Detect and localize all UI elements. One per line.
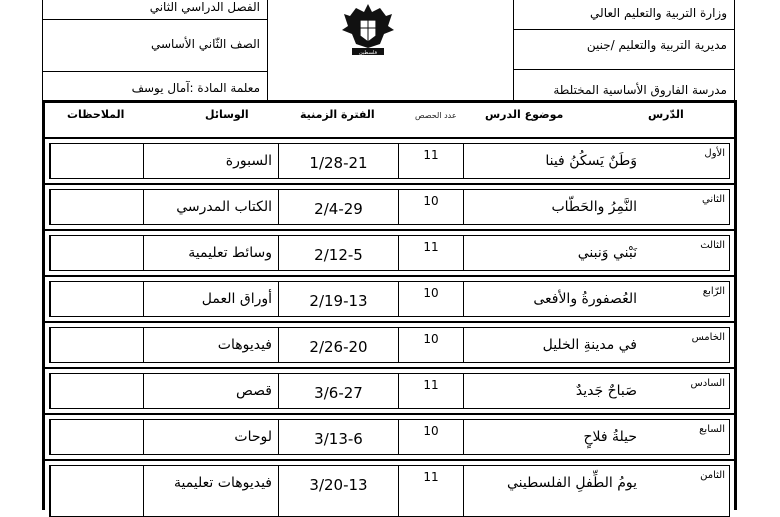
lesson-count: 10 (423, 194, 439, 208)
lesson-period: 2/19-13 (309, 292, 368, 310)
lesson-notes (51, 466, 143, 475)
lesson-notes (51, 236, 143, 245)
lesson-tools: الكتاب المدرسي (176, 199, 272, 215)
header-tools: الوسائل (205, 108, 249, 121)
table-row (45, 461, 734, 507)
table-row (45, 185, 734, 231)
lesson-period: 3/20-13 (309, 476, 368, 494)
lesson-tools: فيديوهات تعليمية (173, 475, 272, 491)
lesson-tools: السبورة (225, 153, 272, 169)
directorate-label: مديرية التربية والتعليم /جنين (514, 30, 734, 70)
lesson-period: 2/12-5 (314, 246, 363, 264)
table-row (45, 139, 734, 185)
lesson-count: 11 (423, 240, 439, 254)
lesson-topic: نَبْني وَنبني (577, 245, 637, 261)
semester-label: الفصل الدراسي الثاني (43, 0, 267, 20)
lesson-topic: العُصفورةُ والأفعى (533, 291, 637, 307)
lesson-count: 10 (423, 332, 439, 346)
header-notes: الملاحظات (67, 108, 125, 121)
lesson-order: الخامس (691, 332, 725, 343)
lesson-order: الثاني (701, 194, 725, 205)
lesson-topic: وَطَنٌ يَسكُنُ فينا (545, 153, 637, 169)
palestine-eagle-emblem-icon (338, 0, 398, 58)
lesson-topic: يومُ الطِّفلِ الفلسطيني (507, 475, 637, 491)
lesson-period: 2/4-29 (314, 200, 363, 218)
header-count: عدد الحصص (415, 111, 457, 120)
table-row (45, 323, 734, 369)
lesson-count: 10 (423, 286, 439, 300)
lesson-period: 2/26-20 (309, 338, 368, 356)
lesson-plan-table (42, 100, 737, 510)
table-row (45, 231, 734, 277)
lesson-order: الثامن (700, 470, 725, 481)
lesson-topic: صَباحٌ جَديدٌ (575, 383, 637, 399)
lesson-topic: في مدينةِ الخليل (542, 337, 637, 353)
lesson-count: 11 (423, 378, 439, 392)
lesson-notes (51, 144, 143, 153)
table-header (45, 103, 734, 139)
lesson-order: الأول (704, 148, 725, 159)
lesson-count: 11 (423, 470, 439, 484)
header-left-box (42, 0, 268, 102)
lesson-period: 3/13-6 (314, 430, 363, 448)
lesson-notes (51, 420, 143, 429)
header-period: الفترة الزمنية (300, 108, 375, 121)
header-lesson: الدّرس (648, 108, 684, 121)
grade-label: الصف الثّاني الأساسي (43, 20, 267, 72)
ministry-label: وزارة التربية والتعليم العالي (514, 0, 734, 30)
lesson-notes (51, 328, 143, 337)
lesson-order: السادس (690, 378, 725, 389)
lesson-notes (51, 190, 143, 199)
lesson-order: السابع (699, 424, 725, 435)
lesson-topic: حيلةُ فلاحٍ (583, 429, 637, 445)
lesson-tools: لوحات (234, 429, 272, 445)
lesson-notes (51, 374, 143, 383)
header-topic: موضوع الدرس (485, 108, 564, 121)
header-right-box (513, 0, 735, 102)
table-row (45, 369, 734, 415)
lesson-tools: فيديوهات (217, 337, 272, 353)
lesson-period: 3/6-27 (314, 384, 363, 402)
lesson-order: الرّابع (702, 286, 725, 297)
lesson-tools: قصص (236, 383, 272, 399)
lesson-topic: النَّمِرُ والحَطّاب (551, 199, 637, 215)
school-label: مدرسة الفاروق الأساسية المختلطة (553, 83, 727, 97)
table-row (45, 415, 734, 461)
teacher-label: معلمة المادة :آمال يوسف (131, 81, 260, 95)
lesson-tools: أوراق العمل (201, 291, 272, 307)
table-row (45, 277, 734, 323)
lesson-count: 10 (423, 424, 439, 438)
lesson-notes (51, 282, 143, 291)
lesson-tools: وسائط تعليمية (188, 245, 272, 261)
emblem-text: فلسطين (359, 50, 377, 56)
lesson-period: 1/28-21 (309, 154, 368, 172)
lesson-order: الثالث (700, 240, 725, 251)
lesson-count: 11 (423, 148, 439, 162)
